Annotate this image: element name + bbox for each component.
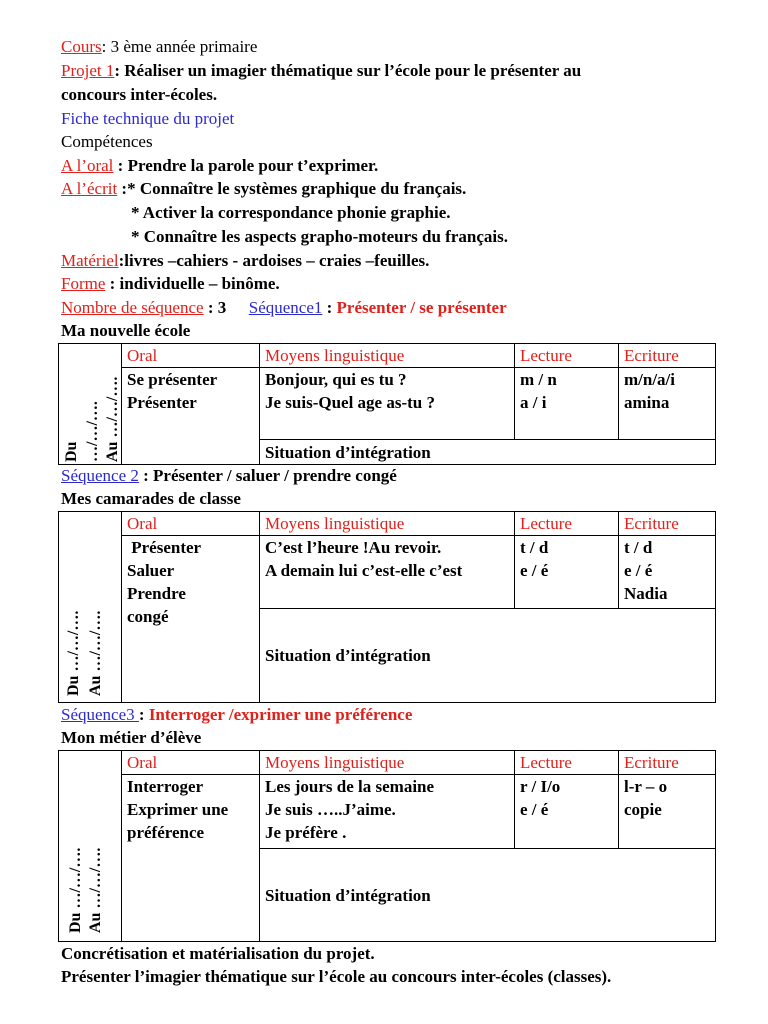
seq3-moyens-item: Je préfère . — [265, 823, 347, 842]
ecrit-line-2: * Activer la correspondance phonie graphie. — [131, 203, 451, 222]
ecrit-line-3: * Connaître les aspects grapho-moteurs du français. — [131, 227, 508, 246]
seq3-header-lecture: Lecture — [515, 751, 619, 775]
seq3-moyens-cell — [260, 775, 515, 849]
cours-label: Cours — [61, 37, 102, 56]
materiel-value: :livres –cahiers - ardoises – craies –feuilles. — [118, 251, 430, 270]
seq1-ecriture-item: m/n/a/i — [624, 370, 676, 389]
projet-line-2: concours inter-écoles. — [61, 85, 218, 104]
ecrit-label: A l’écrit — [61, 179, 118, 198]
seq1-table — [58, 343, 716, 465]
seq1-title: Présenter / se présenter — [336, 298, 507, 317]
footer-line-2: Présenter l’imagier thématique sur l’école au concours inter-écoles (classes). — [61, 967, 612, 986]
seq1-sep: : — [322, 298, 337, 317]
footer-line-1: Concrétisation et matérialisation du projet. — [61, 944, 375, 963]
seq1-header-lecture: Lecture — [515, 344, 619, 368]
seq3-ecriture-item: copie — [624, 800, 662, 819]
fiche-title: Fiche technique du projet — [61, 109, 235, 128]
seq2-ecriture-cell — [619, 536, 716, 609]
seq2-oral-item: Présenter — [127, 538, 202, 557]
seq1-moyens-item: Bonjour, qui es tu ? — [265, 370, 407, 389]
seq3-situation: Situation d’intégration — [260, 849, 716, 942]
seq2-moyens-item: C’est l’heure !Au revoir. — [265, 538, 442, 557]
seq3-heading — [61, 704, 412, 726]
seq2-lecture-item: t / d — [520, 538, 549, 557]
seq3-header-oral: Oral — [122, 751, 260, 775]
seq1-subtitle: Ma nouvelle école — [61, 321, 191, 340]
seq3-subtitle: Mon métier d’élève — [61, 728, 202, 747]
seq1-header-ecriture: Ecriture — [619, 344, 716, 368]
seq2-date-1: Du …/…/…. — [65, 610, 82, 696]
seq2-oral-item: Saluer — [127, 561, 175, 580]
seq3-header-moyens: Moyens linguistique — [260, 751, 515, 775]
seq3-lecture-item: r / I/o — [520, 777, 561, 796]
oral-line — [61, 155, 378, 177]
cours-value: : 3 ème année primaire — [101, 37, 258, 56]
forme-value: : individuelle – binôme. — [105, 274, 280, 293]
seq3-dates-cell — [59, 751, 122, 942]
seq2-oral-item: congé — [127, 607, 169, 626]
seq1-dates-cell — [59, 344, 122, 465]
seq1-situation: Situation d’intégration — [260, 440, 716, 465]
forme-line — [61, 273, 280, 295]
seq2-table — [58, 511, 716, 703]
seq3-date-2: Au …/…/…. — [87, 847, 104, 933]
seq1-oral-item: Se présenter — [127, 370, 218, 389]
seq3-date-1: Du …/…/…. — [67, 847, 84, 933]
seq1-lecture-item: a / i — [520, 393, 547, 412]
seq3-ecriture-cell — [619, 775, 716, 849]
seq1-date-1: …/…/…. — [84, 401, 101, 462]
seq2-moyens-item: A demain lui c’est-elle c’est — [265, 561, 463, 580]
ecrit-value-1: :* Connaître le systèmes graphique du français. — [117, 179, 467, 198]
seq2-header-oral: Oral — [122, 512, 260, 536]
seq3-ecriture-item: l-r – o — [624, 777, 668, 796]
ecrit-line — [61, 178, 466, 200]
seq2-oral-item: Prendre — [127, 584, 186, 603]
seq1-lecture-cell — [515, 368, 619, 440]
seq3-lecture-item: e / é — [520, 800, 549, 819]
seq2-header-ecriture: Ecriture — [619, 512, 716, 536]
seq2-date-2: Au …/…/…. — [87, 610, 104, 696]
seq3-oral-cell — [122, 775, 260, 942]
seq1-moyens-item: Je suis-Quel age as-tu ? — [265, 393, 435, 412]
seq1-oral-cell — [122, 368, 260, 465]
forme-label: Forme — [61, 274, 106, 293]
oral-label: A l’oral — [61, 156, 114, 175]
seq3-header-ecriture: Ecriture — [619, 751, 716, 775]
seq1-date-du: Du — [63, 441, 80, 462]
nombre-label: Nombre de séquence — [61, 298, 204, 317]
seq1-moyens-cell — [260, 368, 515, 440]
seq3-oral-item: préférence — [127, 823, 205, 842]
seq2-subtitle: Mes camarades de classe — [61, 489, 241, 508]
nombre-line — [61, 297, 507, 319]
seq3-moyens-item: Je suis …..J’aime. — [265, 800, 396, 819]
seq2-lecture-item: e / é — [520, 561, 549, 580]
seq2-heading — [61, 465, 397, 487]
projet-label: Projet 1 — [61, 61, 115, 80]
seq2-ecriture-item: Nadia — [624, 584, 668, 603]
seq1-oral-item: Présenter — [127, 393, 197, 412]
seq2-header-moyens: Moyens linguistique — [260, 512, 515, 536]
seq3-sep: : — [138, 705, 149, 724]
seq1-label: Séquence1 — [248, 298, 323, 317]
seq2-dates-cell — [59, 512, 122, 703]
seq3-lecture-cell — [515, 775, 619, 849]
seq3-moyens-item: Les jours de la semaine — [265, 777, 435, 796]
seq3-oral-item: Interroger — [127, 777, 204, 796]
seq2-lecture-cell — [515, 536, 619, 609]
seq2-header-lecture: Lecture — [515, 512, 619, 536]
seq1-date-2: Au …/…/…. — [104, 376, 121, 462]
seq2-title: : Présenter / saluer / prendre congé — [138, 466, 397, 485]
seq2-moyens-cell — [260, 536, 515, 609]
seq3-table — [58, 750, 716, 942]
oral-value: : Prendre la parole pour t’exprimer. — [113, 156, 379, 175]
seq3-oral-item: Exprimer une — [127, 800, 229, 819]
nombre-value: : 3 — [203, 298, 227, 317]
seq3-label: Séquence3 — [61, 705, 139, 724]
materiel-line — [61, 250, 429, 272]
seq2-situation: Situation d’intégration — [260, 609, 716, 703]
seq2-oral-cell — [122, 536, 260, 703]
materiel-label: Matériel — [61, 251, 119, 270]
seq1-ecriture-item: amina — [624, 393, 670, 412]
seq1-ecriture-cell — [619, 368, 716, 440]
seq1-header-moyens: Moyens linguistique — [260, 344, 515, 368]
projet-line — [61, 60, 581, 82]
seq3-title: Interroger /exprimer une préférence — [148, 705, 413, 724]
seq2-ecriture-item: t / d — [624, 538, 653, 557]
projet-value-1: : Réaliser un imagier thématique sur l’école pour le présenter au — [114, 61, 582, 80]
seq1-header-oral: Oral — [122, 344, 260, 368]
seq1-lecture-item: m / n — [520, 370, 557, 389]
competences-title: Compétences — [61, 132, 153, 151]
seq2-label: Séquence 2 — [61, 466, 139, 485]
seq2-ecriture-item: e / é — [624, 561, 653, 580]
cours-line — [61, 36, 257, 58]
